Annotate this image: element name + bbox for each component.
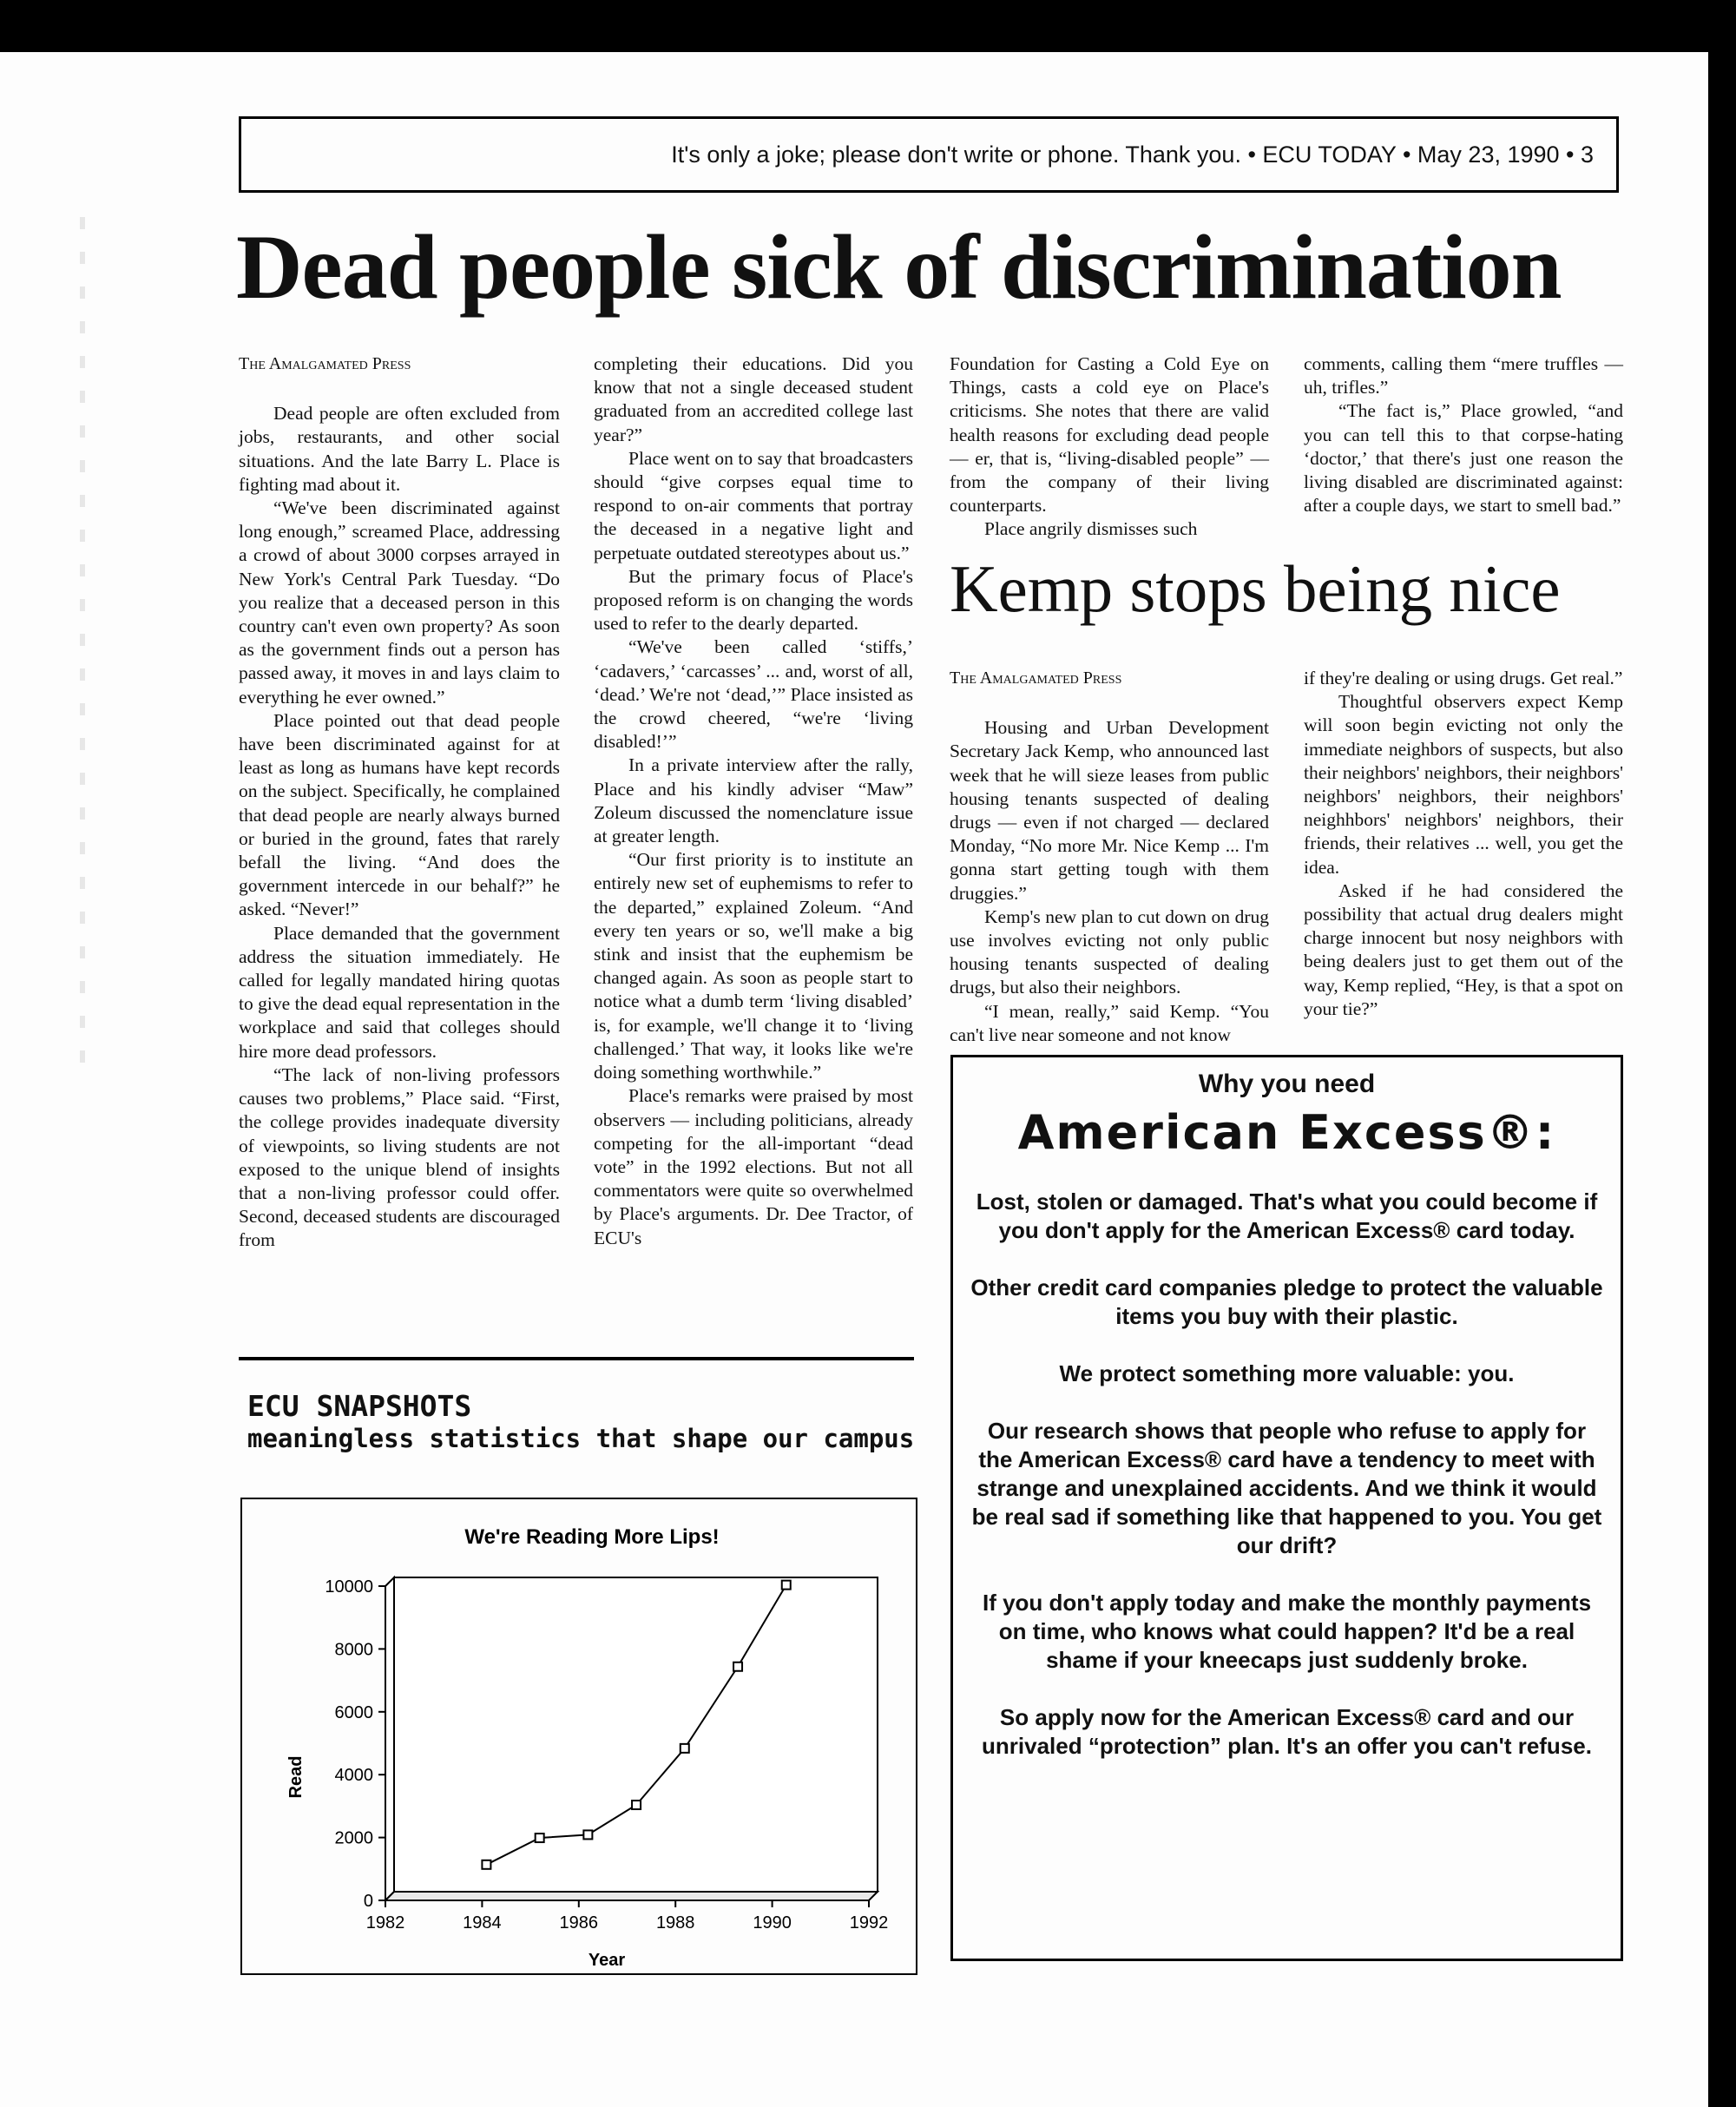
x-tick-label: 1992 [849,1913,889,1933]
y-axis-label: Read [286,1755,306,1799]
article-paragraph: Place demanded that the government address the situation immediately. He called for legally mandated hiring quotas to give the dead equal representation in the workplace and said that colleges should hire more dead professors. [239,922,560,1062]
banner-text: It's only a joke; please don't write or phone. Thank you. • ECU TODAY • May 23, 1990 • 3 [671,142,1594,168]
article-paragraph: Place's remarks were praised by most observers — including politicians, already competing for the all-important “dead vote” in the 1992 elections. But not all commentators were quite so overwhelmed by Place's arguments. Dr. Dee Tractor, of ECU's [594,1085,913,1248]
article-byline: The Amalgamated Press [239,354,411,373]
ad-brand: American Excess®: [1017,1105,1556,1160]
ad-why: Why you need [1198,1070,1376,1098]
x-tick-label: 1982 [365,1913,405,1933]
plot-left-wall [385,1577,394,1900]
article-paragraph: In a private interview after the rally, Place and his kindly adviser “Maw” Zoleum discussed the nomenclature issue at greater length. [594,754,913,847]
ad-paragraph: Other credit card companies pledge to protect the valuable items you buy with their plastic. [970,1274,1603,1329]
ad-paragraph: We protect something more valuable: you. [1059,1360,1515,1386]
kemp-paragraph: Thoughtful observers expect Kemp will soon begin evicting not only the immediate neighbors of suspects, but also their neighbors' neighbors, their neighbors' neighbors' neighbors, their neighbors' neighhbors' neighbors' neighbors, their friends, their relatives ... well, you get the idea. [1304,691,1623,878]
ad-body [970,1188,1603,1789]
ad-paragraph: So apply now for the American Excess® card and our unrivaled “protection” plan. It's an offer you can't refuse. [982,1704,1592,1759]
article-paragraph: Dead people are often excluded from jobs, restaurants, and other social situations. And the late Barry L. Place is fighting mad about it. [239,403,560,495]
x-tick-label: 1990 [753,1913,792,1933]
y-tick-label: 8000 [334,1640,373,1660]
article-paragraph: “The fact is,” Place growled, “and you can tell this to that corpse-hating ‘doctor,’ that there's just one reason the living disabled are discriminated against: after a couple days, we start to smell bad.” [1304,400,1623,517]
x-tick-label: 1986 [559,1913,599,1933]
article-paragraph: “We've been called ‘stiffs,’ ‘cadavers,’ ‘carcasses’ ... and, worst of all, ‘dead.’ We're not ‘dead,’” Place insisted as the crowd cheered, “we're ‘living disabled!’” [594,636,913,753]
chart-box [240,1498,917,1975]
article-paragraph: Foundation for Casting a Cold Eye on Things, casts a cold eye on Place's criticisms. She notes that there are valid health reasons for excluding dead people — er, that is, “living-disabled people” — from the company of their living counterparts. [950,353,1269,517]
article-paragraph: completing their educations. Did you know that not a single deceased student graduated from an accredited college last year?” [594,353,913,445]
line-chart [242,1499,916,1973]
plot-back-panel [394,1577,878,1892]
kemp-column-2 [1304,667,1623,1031]
data-point [632,1801,641,1809]
data-point [782,1581,791,1590]
ad-paragraph: If you don't apply today and make the monthly payments on time, who knows what could happen? It'd be a real shame if your kneecaps just suddenly broke. [982,1590,1592,1673]
kemp-column-1 [950,667,1269,1045]
article-headline: Dead people sick of discrimination [236,216,1562,318]
page-banner [239,116,1619,193]
article-column-4 [1304,352,1623,526]
american-excess-ad [950,1055,1623,1961]
ad-paragraph: Our research shows that people who refuse to apply for the American Excess® card have a tendency to meet with strange and unexplained accidents. And we think it would be real sad if something like that happened to you. You get our drift? [971,1418,1602,1558]
snapshots-title: ECU SNAPSHOTS [247,1389,472,1423]
y-tick-label: 6000 [334,1702,373,1722]
plot-floor [385,1892,878,1900]
y-tick-label: 4000 [334,1766,373,1786]
x-tick-label: 1988 [655,1913,695,1933]
data-point [583,1830,592,1839]
kemp-paragraph: Housing and Urban Development Secretary Jack Kemp, who announced last week that he will sieze leases from public housing tenants suspected of dealing drugs — even if not charged — declared Monday, “No more Mr. Nice Kemp ... I'm gonna start getting tough with them druggies.” [950,717,1269,904]
data-point [681,1744,689,1753]
kemp-paragraph: if they're dealing or using drugs. Get real.” [1304,668,1623,688]
y-tick-label: 0 [363,1892,373,1911]
data-point [733,1663,742,1671]
article-column-1 [239,352,560,1347]
article-paragraph: “We've been discriminated against long enough,” screamed Place, addressing a crowd of about 3000 corpses arrayed in New York's Central Park Tuesday. “Do you realize that a deceased person in this country can't even own property? As soon as the government finds out a person has passed away, it moves in and lays claim to everything he ever owned.” [239,497,560,708]
article-paragraph: But the primary focus of Place's proposed reform is on changing the words used to refer to the dearly departed. [594,565,913,635]
article-column-3 [950,352,1269,540]
ad-paragraph: Lost, stolen or damaged. That's what you could become if you don't apply for the American Excess® card today. [976,1188,1598,1243]
article-paragraph: Place angrily dismisses such [984,518,1198,540]
x-tick-label: 1984 [463,1913,502,1933]
page-edge [1708,52,1736,2107]
data-point [482,1860,490,1869]
y-tick-label: 10000 [325,1577,373,1597]
kemp-paragraph: Kemp's new plan to cut down on drug use involves evicting not only public housing tenants suspected of dealing drugs, but also their neighbors. [950,905,1269,998]
article-paragraph: Place pointed out that dead people have been discriminated against for at least as long as humans have kept records on the subject. Specifically, he complained that dead people are nearly always burned or buried in the ground, fates that rarely befall the living. “And does the government intercede in our behalf?” he asked. “Never!” [239,709,560,920]
kemp-paragraph: “I mean, really,” said Kemp. “You can't live near someone and not know [950,1000,1269,1045]
data-point [536,1834,544,1842]
kemp-byline: The Amalgamated Press [950,668,1122,688]
article-paragraph: Place went on to say that broadcasters should “give corpses equal time to respond to on-air comments that portray the deceased in a negative light and perpetuate outdated stereotypes about us.” [594,447,913,563]
snapshots-subtitle: meaningless statistics that shape our campus [247,1424,915,1453]
kemp-headline: Kemp stops being nice [950,551,1561,626]
x-axis-label: Year [588,1951,626,1970]
chart-title: We're Reading More Lips! [464,1525,720,1549]
kemp-paragraph: Asked if he had considered the possibility that actual drug dealers might charge innocent but nosy neighbors with being dealers just to get them out of the way, Kemp replied, “Hey, is that a spot on your tie?” [1304,879,1623,1019]
article-column-2 [594,352,913,1347]
article-paragraph: comments, calling them “mere truffles — uh, trifles.” [1304,353,1623,398]
section-rule [239,1357,914,1360]
binding-marks [80,217,85,1085]
article-paragraph: “Our first priority is to institute an entirely new set of euphemisms to refer to the departed,” explained Zoleum. “And every ten years or so, we'll make a big stink and insist that the euphemism be changed again. As soon as people start to notice what a dumb term ‘living disabled’ is, for example, we'll change it to ‘living challenged.’ That way, it looks like we're doing something worthwhile.” [594,849,913,1083]
y-tick-label: 2000 [334,1828,373,1848]
article-paragraph: “The lack of non-living professors causes two problems,” Place said. “First, the college provides inadequate diversity of viewpoints, so living students are not exposed to the unique blend of insights that a non-living professor could offer. Second, deceased students are discouraged from [239,1063,560,1251]
